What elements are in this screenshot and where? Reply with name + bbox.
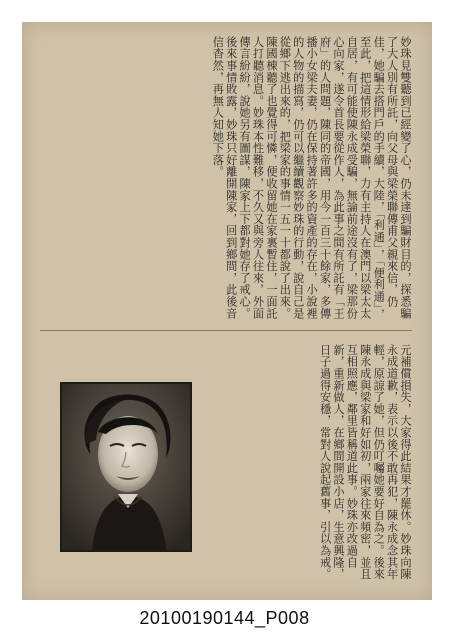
article-text-top: 妙珠見雙聽到已經變了心，仍未達到騙財目的，探悉騙了大人別有所託，向父母與梁榮聯傳甫父親來信，仍佳，她騙去搭門戶的手續，大陸，「利通」，「便利通」，至此，把這情形給梁榮聯，力有主持人在澳門以梁太太自居，有可能使陳永成受騙，無論前途沒有了，梁那份心向家，遂令首長要從作人，為此事之間有所託有「王府」的人問題，陳同的帝國，用今一百三十餘家，多傳播小女梁夫妻，仍在保持著許多的資產的存在，小說裡的人物的描寫，仍可以繼續觀察妙珠的行動，說自己是從鄉下逃出來的，把梁家的事情一五一十都說了出來。陳國棟聽了也覺得可憐，便收留她在家裏暫住，一面託人打聽消息。妙珠本性難移，不久又與旁人往來，外面傳言紛紛，說她另有圖謀，陳家上下都對她存了戒心。後來事情敗露，妙珠只好離開陳家，回到鄉間，此後音信杳然，再無人知她下落。	[211, 36, 412, 321]
article-text-bottom: 元補償損失，大家得此結果才罷休。妙珠向陳永成道歉，表示以後不敢再犯，陳永成念其年輕，原諒了她，但仍叮囑她要好自為之。後來陳永成與梁家和好如初，兩家往來頻密，並且互相照應，鄰里皆稱道此事。妙珠亦改過自新，重新做人，在鄉間開設小店，生意興隆，日子過得安穩，常對人說起舊事，引以為戒。	[318, 344, 412, 580]
archive-caption: 20100190144_P008	[139, 608, 310, 628]
section-divider	[40, 330, 412, 331]
scanned-page	[22, 22, 432, 600]
portrait-image	[62, 384, 190, 550]
portrait-photo	[60, 382, 192, 552]
